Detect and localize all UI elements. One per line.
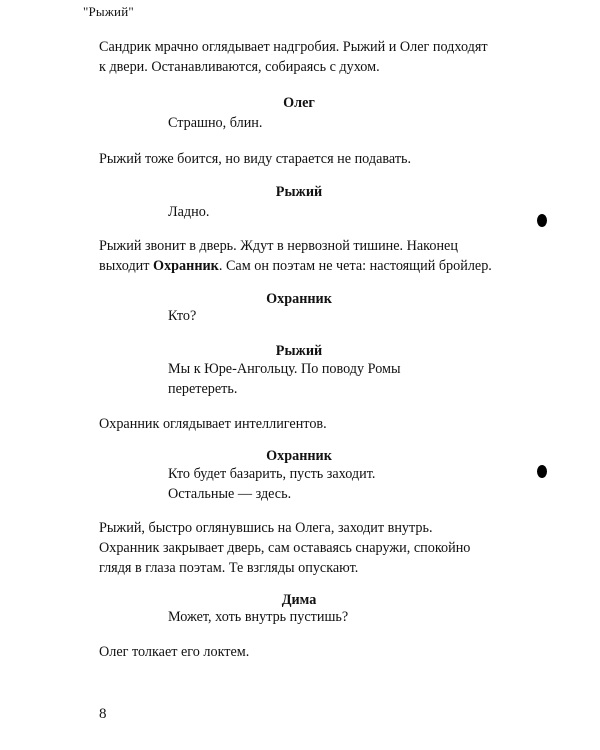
character-name-dima: Дима <box>281 592 317 608</box>
action-text: . Сам он поэтам не чета: настоящий бройлер. <box>218 258 492 274</box>
dialogue-oleg <box>168 113 448 133</box>
action-paragraph-3 <box>99 236 529 276</box>
page-header-title: "Рыжий" <box>83 4 134 19</box>
action-line: Рыжий тоже боится, но виду старается не подавать. <box>99 151 412 167</box>
action-line: к двери. Останавливаются, собираясь с духом. <box>99 59 380 75</box>
binder-hole-top <box>537 214 547 227</box>
dialogue-ryzhiy <box>168 202 448 222</box>
dialogue-line: Остальные — здесь. <box>168 486 292 502</box>
action-line: Охранник оглядывает интеллигентов. <box>99 416 327 432</box>
action-line: Рыжий, быстро оглянувшись на Олега, заходит внутрь. <box>99 520 433 536</box>
action-paragraph-4 <box>99 414 529 434</box>
dialogue-line: перетереть. <box>168 381 238 397</box>
dialogue-line: Может, хоть внутрь пустишь? <box>168 609 349 625</box>
action-paragraph-6 <box>99 642 529 662</box>
page-number: 8 <box>99 706 107 722</box>
dialogue-okhrannik <box>168 306 448 326</box>
action-line: глядя в глаза поэтам. Те взгляды опускают. <box>99 560 359 576</box>
dialogue-ryzhiy <box>168 359 448 399</box>
character-name-okhrannik: Охранник <box>266 448 332 464</box>
dialogue-okhrannik <box>168 464 448 504</box>
action-line <box>99 256 529 276</box>
dialogue-line: Кто будет базарить, пусть заходит. <box>168 466 376 482</box>
action-line: Рыжий звонит в дверь. Ждут в нервозной тишине. Наконец <box>99 238 458 254</box>
dialogue-line: Кто? <box>168 308 197 324</box>
action-text: выходит <box>99 258 154 274</box>
dialogue-line: Страшно, блин. <box>168 115 263 131</box>
action-line: Олег толкает его локтем. <box>99 644 250 660</box>
action-paragraph-2 <box>99 149 529 169</box>
dialogue-dima <box>168 607 448 627</box>
action-line: Сандрик мрачно оглядывает надгробия. Рыжий и Олег подходят <box>99 39 488 55</box>
action-paragraph-1 <box>99 37 529 77</box>
dialogue-line: Мы к Юре-Ангольцу. По поводу Ромы <box>168 361 401 377</box>
character-introduction: Охранник <box>153 258 219 274</box>
character-name-okhrannik: Охранник <box>266 291 332 307</box>
character-name-ryzhiy: Рыжий <box>275 343 323 359</box>
action-line: Охранник закрывает дверь, сам оставаясь снаружи, спокойно <box>99 540 471 556</box>
dialogue-line: Ладно. <box>168 204 210 220</box>
character-name-oleg: Олег <box>283 95 315 111</box>
binder-hole-bottom <box>537 465 547 478</box>
character-name-ryzhiy: Рыжий <box>275 184 323 200</box>
action-paragraph-5 <box>99 518 529 578</box>
